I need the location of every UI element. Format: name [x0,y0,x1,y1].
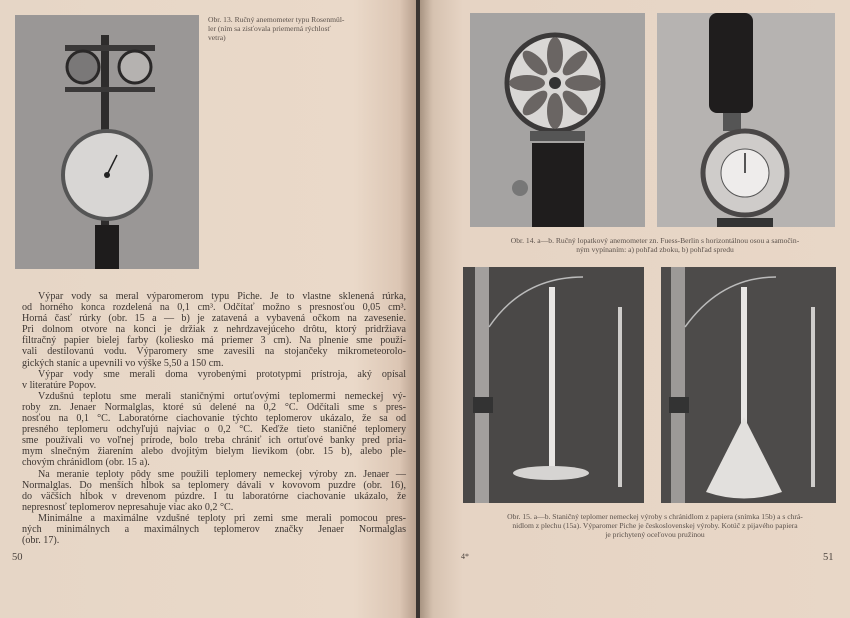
text-line: Minimálne a maximálne vzdušné teploty pri zemi sme merali pomocou pres- [38,512,406,524]
caption-line: ler (ním sa zisťovala priemerná rýchlosť [208,24,331,33]
text-line: Vzdušnú teplotu sme merali staničnými ortuťovými teplomermi nemeckej vý- [38,390,406,402]
text-line: Výpar vody sme merali doma vyrobenými prototypmi prístroja, aký opísal [38,368,406,380]
text-line: Výpar vody sa meral výparomerom typu Piche. Je to vlastne sklenená rúrka, [38,291,406,302]
text-line: vali destilovanú vodu. Výparomery sme zavesili na stojančeky mikrometeorolo- [22,346,406,358]
text-line: do väčších hĺbok v drevenom púzdre. I tu laboratórne ciachovanie ukázalo, že [22,490,406,502]
text-line: Normalglas. Do menších hĺbok sa teplomery dávali v kovovom puzdre (obr. 16), [22,479,406,491]
text-line: nosťou na 0,1 °C. Laboratórne ciachovanie týchto teplomerov ukázalo, že sa od [22,413,406,425]
body-text [22,291,406,546]
text-line: v literatúre Popov. [22,379,97,391]
signature-mark: 4* [461,552,469,561]
caption-line: nidlom z plechu (15a). Výparomer Piche je československej výroby. Kotúč z pijavého papiera [512,521,798,530]
paragraph [22,513,406,546]
text-line: filtračný papier bielej farby (koliesko má priemer 3 cm). Na plnenie sme použí- [22,335,406,347]
caption-line: Obr. 13. Ručný anemometer typu Rosenmül- [208,15,345,24]
caption-line: vetra) [208,33,226,42]
page-number-right: 51 [823,552,834,563]
text-line: Horná časť rúrky (obr. 15 a — b) je zatavená a vybavená očkom na zavesenie. [22,313,406,325]
paragraph [22,391,406,469]
paragraph [22,369,406,391]
caption-line: je prichytený oceľovou pružinou [605,530,705,539]
right-page [420,0,850,618]
figure-15-caption [460,512,850,539]
text-line: presného teplomeru odchyľujú najviac o 0,2 °C. Keďže tieto staničné teplomery [22,424,406,436]
left-page [0,0,416,618]
text-line: sme používali vo voľnej prírode, bolo treba chrániť ich ortuťové banky pred pria- [22,435,406,447]
caption-line: Obr. 15. a—b. Staničný teplomer nemeckej výroby s chránidlom z papiera (snímka 15b) a s chrá- [507,512,803,521]
text-line: mym slnečným žiarením alebo dvojitým bielym lievikom (obr. 15 b), alebo ple- [22,446,406,458]
paragraph [22,469,406,513]
text-line: Pri dolnom otvore na konci je držiak z nehrdzavejúceho drôtu, ktorý pridržiava [22,324,406,336]
caption-line: Obr. 14. a—b. Ručný lopatkový anemometer zn. Fuess-Berlin s horizontálnou osou a samočin- [510,236,800,245]
figure-15a-thermometer-metal-shield-photo [463,267,644,503]
figure-13-caption [208,15,408,42]
text-line: chovým chránidlom (obr. 15 a). [22,457,150,469]
figure-14-caption [460,236,850,254]
page-number-left: 50 [12,552,23,563]
text-line: (obr. 17). [22,535,60,547]
text-line: roby zn. Jenaer Normalglas, ktoré sú delené na 0,2 °C. Odčítali sme s pres- [22,401,406,413]
text-line: od horného konca rozdelená na 0,1 cm³. Odčítať možno s presnosťou 0,05 cm³. [22,302,406,314]
figure-15b-thermometer-paper-funnel-photo [661,267,836,503]
text-line: Na meranie teploty pôdy sme použili teplomery nemeckej výroby zn. Jenaer — [38,468,406,480]
text-line: ných minimálnych a maximálnych teplomerov značky Jenaer Normalglas [22,523,406,535]
paragraph [22,291,406,369]
figure-14b-anemometer-front-photo [657,13,835,227]
text-line: gických staníc a upevnili vo výške 5,50 a 150 cm. [22,357,224,369]
caption-line: ným vypínaním: a) pohľad zboku, b) pohľad spredu [576,245,734,254]
figure-13-anemometer-photo [15,15,199,269]
figure-14a-anemometer-side-photo [470,13,645,227]
text-line: nepresnosť teplomerov nepresahuje viac ako 0,2 °C. [22,501,234,513]
